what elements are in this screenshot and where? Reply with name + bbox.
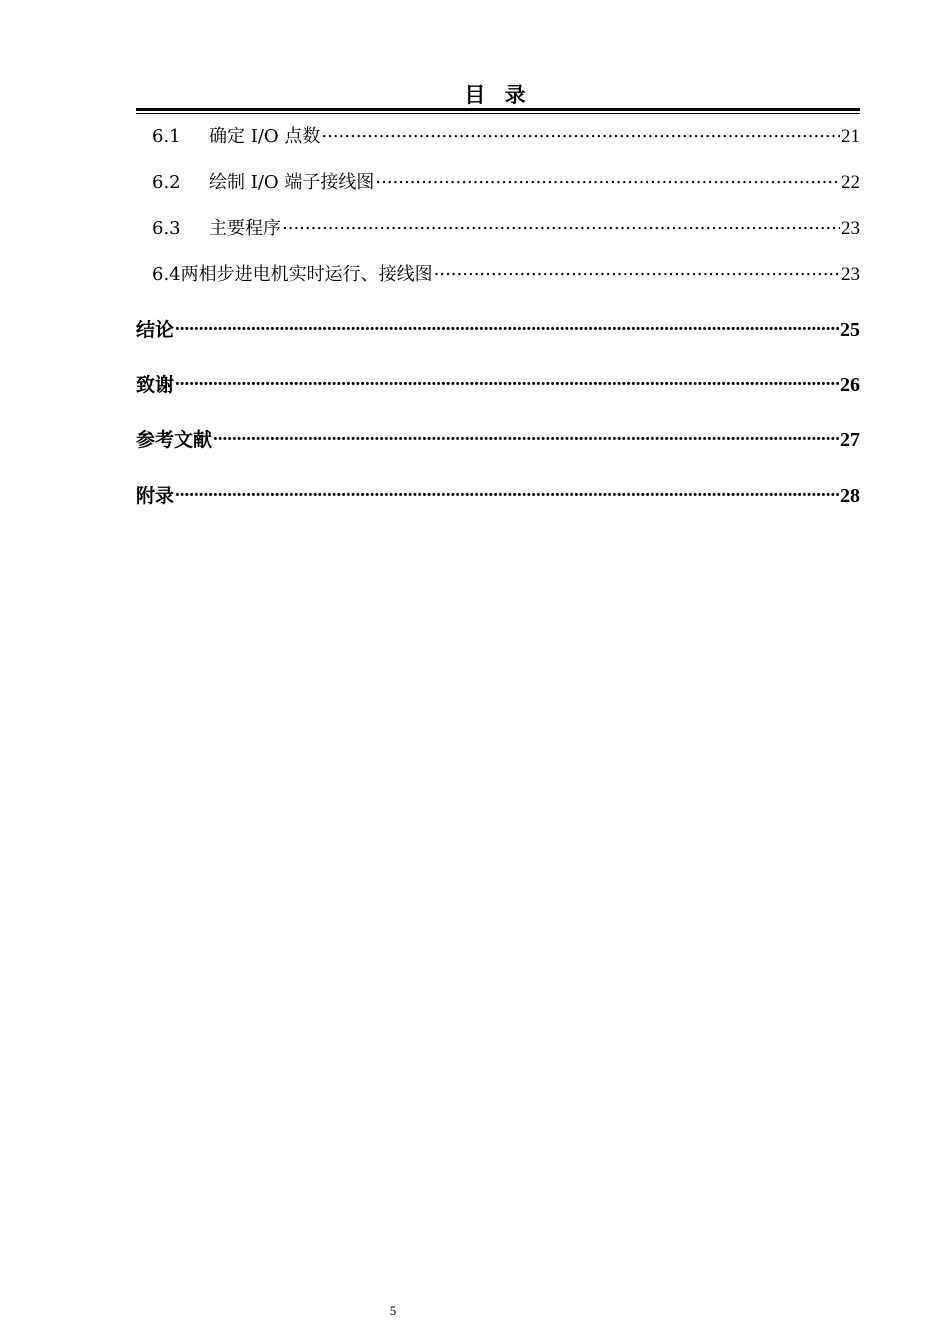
toc-entry-number: 6.4: [152, 264, 181, 285]
toc-entry-6-2[interactable]: [152, 170, 860, 196]
toc-entry-page: 28: [840, 485, 860, 507]
toc-entry-label: 两相步进电机实时运行、接线图: [180, 264, 433, 285]
toc-entry-page: 26: [840, 374, 860, 396]
page-number: 5: [389, 1303, 397, 1318]
toc-entry-label: 致谢: [136, 374, 175, 396]
toc-dot-leader: [175, 483, 839, 502]
toc-entry-page: 27: [840, 429, 860, 451]
toc-dot-leader: [321, 124, 840, 142]
toc-entry-page: 23: [841, 218, 860, 239]
toc-entry-label: 参考文献: [136, 429, 213, 451]
toc-entry-page: 25: [840, 319, 860, 341]
toc-entry-acknowledgements[interactable]: [136, 371, 860, 399]
toc-entry-label: 主要程序: [209, 218, 281, 239]
toc-dot-leader: [282, 216, 840, 234]
toc-entry-label: 附录: [136, 485, 175, 507]
page-header-title: 目 录: [464, 83, 532, 107]
toc-entry-label: 确定 I/O 点数: [209, 126, 321, 147]
toc-entry-6-4[interactable]: [152, 262, 860, 288]
toc-entry-conclusion[interactable]: [136, 316, 860, 344]
toc-dot-leader: [434, 262, 840, 280]
toc-entry-page: 21: [841, 126, 860, 147]
toc-entry-appendix[interactable]: [136, 482, 860, 510]
toc-entry-number: 6.1: [152, 126, 181, 147]
toc-entry-number: 6.3: [152, 218, 181, 239]
toc-entry-label: 绘制 I/O 端子接线图: [209, 172, 375, 193]
toc-entry-page: 22: [841, 172, 860, 193]
toc-entry-6-3[interactable]: [152, 216, 860, 242]
toc-entry-number: 6.2: [152, 172, 181, 193]
toc-entry-page: 23: [841, 264, 860, 285]
toc-dot-leader: [213, 427, 839, 446]
toc-entry-references[interactable]: [136, 426, 860, 454]
toc-entry-6-1[interactable]: [152, 124, 860, 150]
toc-entry-label: 结论: [136, 319, 175, 341]
toc-dot-leader: [175, 317, 839, 336]
toc-dot-leader: [175, 372, 839, 391]
toc-dot-leader: [375, 170, 840, 188]
